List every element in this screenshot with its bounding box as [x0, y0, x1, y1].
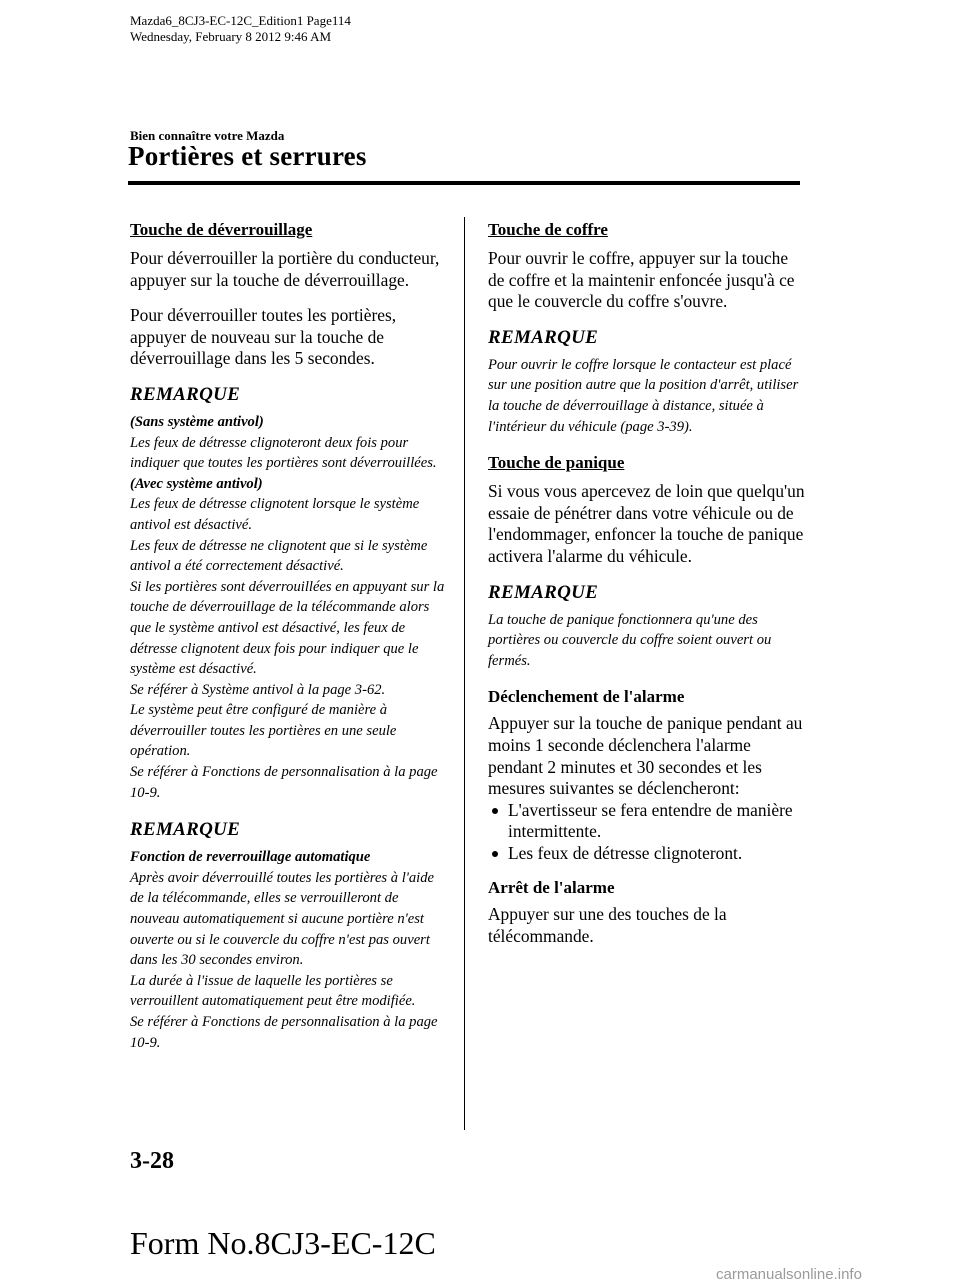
paragraph: Pour déverrouiller la portière du conducteur, appuyer sur la touche de déverrouillage. [130, 248, 440, 290]
paragraph: Pour ouvrir le coffre, appuyer sur la touche de coffre et la maintenir enfoncée jusqu'à ce que le couvercle du coffre s'ouvre. [488, 248, 795, 312]
note-text: Pour ouvrir le coffre lorsque le contacteur est placé sur une position autre que la position d'arrêt, utiliser la touche de déverrouillage à distance, située à l'intérieur du véhicule (page 3-39). [488, 356, 799, 435]
bullet-dot [492, 851, 498, 857]
meta-line-2: Wednesday, February 8 2012 9:46 AM [130, 29, 332, 44]
bullet-item [488, 800, 806, 843]
heading-trunk-button: Touche de coffre [488, 220, 608, 239]
heading-alarm-trigger: Déclenchement de l'alarme [488, 687, 685, 707]
form-number: Form No.8CJ3-EC-12C [130, 1225, 436, 1261]
bullet-text: Les feux de détresse clignoteront. [508, 842, 743, 863]
bullet-list [488, 800, 806, 865]
note-text: Le système peut être configuré de manière à déverrouiller toutes les portières en une seule opération. [130, 702, 397, 760]
note-block [488, 327, 806, 437]
page-number: 3-28 [130, 1148, 174, 1174]
bullet-text: L'avertisseur se fera entendre de manière intermittente. [508, 799, 793, 842]
watermark: carmanualsonline.info [716, 1266, 862, 1283]
meta-line-1: Mazda6_8CJ3-EC-12C_Edition1 Page114 [130, 13, 351, 28]
note-text: La durée à l'issue de laquelle les portières se verrouillent automatiquement peut être modifiée. [130, 972, 416, 1010]
note-text: Se référer à Fonctions de personnalisation à la page 10-9. [130, 1014, 438, 1051]
note-text: Se référer à Fonctions de personnalisation à la page 10-9. [130, 764, 438, 801]
paragraph: Appuyer sur la touche de panique pendant au moins 1 seconde déclenchera l'alarme pendant 2 minutes et 30 secondes et les mesures suivantes se déclencheront: [488, 713, 803, 799]
page-title: Portières et serrures [128, 141, 367, 171]
note-block [130, 384, 448, 803]
note-label: REMARQUE [130, 383, 241, 405]
note-text: Si les portières sont déverrouillées en appuyant sur la touche de déverrouillage de la télécommande alors que le système antivol est désactivé, les feux de détresse clignotent deux fois pour indiquer que le système est désactivé. [130, 578, 445, 678]
title-rule [128, 181, 800, 185]
print-metadata [130, 13, 351, 45]
note-text: Après avoir déverrouillé toutes les portières à l'aide de la télécommande, elles se verrouilleront de nouveau automatiquement si aucune portière n'est ouverte ou si le couvercle du coffre n'est pas ouvert dans les 30 secondes environ. [130, 869, 434, 969]
paragraph: Pour déverrouiller toutes les portières, appuyer de nouveau sur la touche de déverrouillage dans les 5 secondes. [130, 305, 397, 369]
paragraph: Appuyer sur une des touches de la télécommande. [488, 904, 727, 947]
right-column [488, 220, 806, 962]
note-subheading: Fonction de reverrouillage automatique [130, 849, 371, 866]
note-label: REMARQUE [130, 819, 241, 841]
note-label: REMARQUE [488, 326, 599, 348]
bullet-dot [492, 808, 498, 814]
bullet-item [488, 843, 806, 865]
heading-alarm-stop: Arrêt de l'alarme [488, 878, 615, 898]
column-divider [464, 217, 465, 1130]
note-text: Les feux de détresse clignoteront deux fois pour indiquer que toutes les portières sont déverrouillées. [130, 434, 437, 472]
note-label: REMARQUE [488, 581, 599, 603]
note-subheading: (Sans système antivol) [130, 413, 264, 430]
paragraph: Si vous vous apercevez de loin que quelqu'un essaie de pénétrer dans votre véhicule ou de l'endommager, enfoncer la touche de panique activera l'alarme du véhicule. [488, 481, 805, 566]
note-subheading: (Avec système antivol) [130, 475, 263, 492]
heading-panic-button: Touche de panique [488, 453, 625, 473]
note-text: Les feux de détresse ne clignotent que si le système antivol a été correctement désactivé. [130, 537, 428, 575]
note-text: La touche de panique fonctionnera qu'une des portières ou couvercle du coffre soient ouvert ou fermés. [488, 611, 772, 669]
note-block [488, 582, 806, 672]
heading-unlock-button: Touche de déverrouillage [130, 220, 313, 239]
note-text: Se référer à Système antivol à la page 3-62. [130, 681, 386, 698]
note-block [130, 819, 448, 1053]
section-label: Bien connaître votre Mazda [130, 128, 285, 143]
left-column [130, 220, 448, 1069]
note-text: Les feux de détresse clignotent lorsque le système antivol est désactivé. [130, 496, 420, 533]
